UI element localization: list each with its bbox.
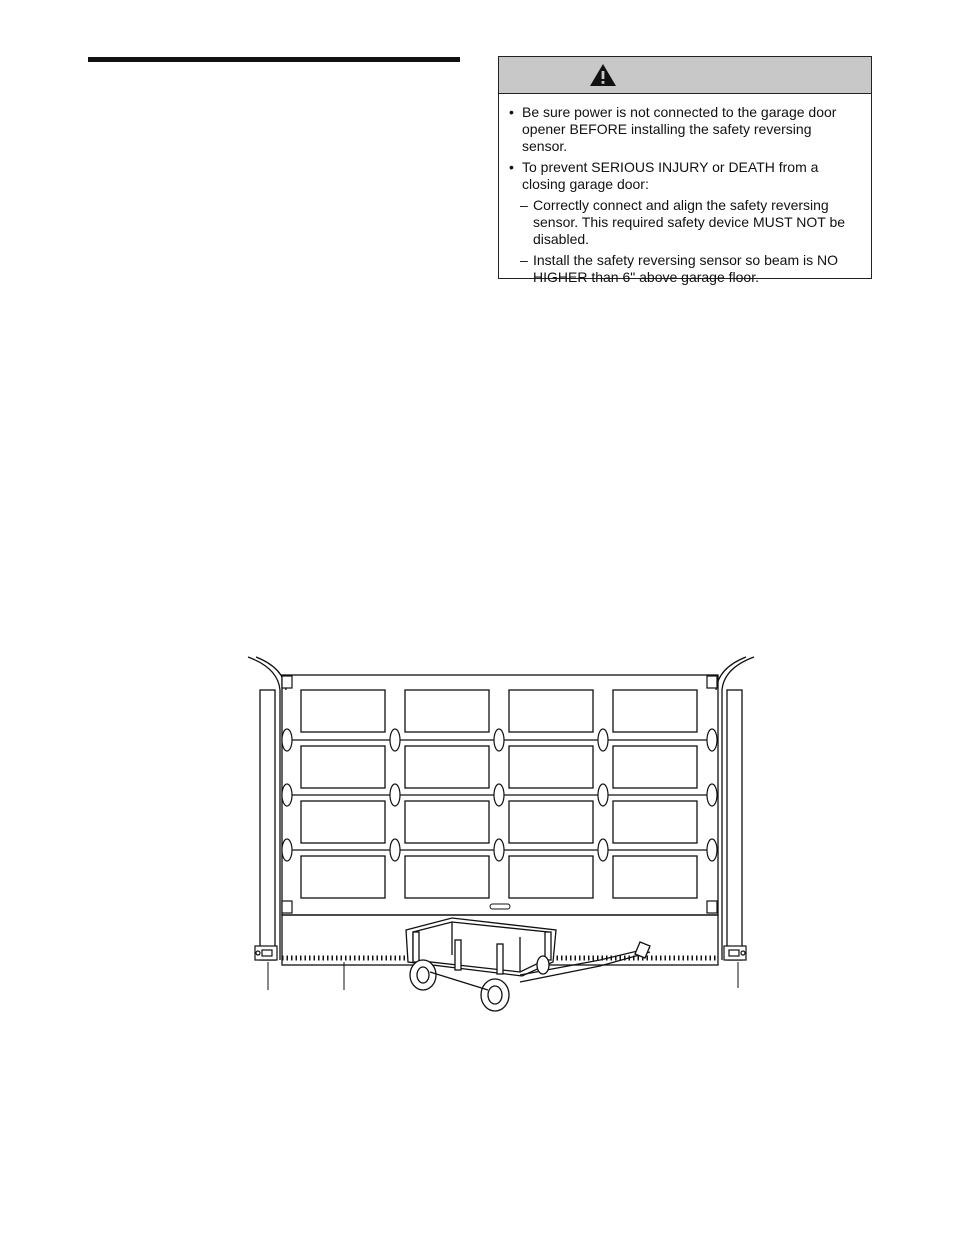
warning-body: [499, 94, 871, 286]
left-sensor: [255, 946, 277, 960]
door-hinge: [494, 729, 504, 751]
dash-glyph: –: [520, 197, 528, 213]
door-hinge: [598, 729, 608, 751]
door-window: [613, 856, 697, 898]
warning-item: [509, 104, 859, 155]
left-jamb: [260, 690, 275, 960]
warning-item: [509, 159, 859, 193]
door-hinge: [390, 784, 400, 806]
door-hinge: [707, 729, 717, 751]
door-window: [613, 801, 697, 843]
door-handle: [490, 904, 510, 909]
door-bracket: [707, 676, 717, 688]
door-hinge: [390, 839, 400, 861]
dash-glyph: –: [520, 252, 528, 268]
warning-item-text: To prevent SERIOUS INJURY or DEATH from a closing garage door:: [522, 159, 819, 192]
door-hinge: [598, 839, 608, 861]
door-hinge: [707, 784, 717, 806]
door-hinge: [494, 839, 504, 861]
door-window: [613, 746, 697, 788]
door-hinge: [494, 784, 504, 806]
door-hinge: [598, 784, 608, 806]
bullet-glyph: •: [509, 159, 514, 175]
door-hinge: [282, 729, 292, 751]
door-window: [405, 746, 489, 788]
warning-header: [499, 57, 871, 94]
door-hinge: [282, 839, 292, 861]
door-bracket: [282, 676, 292, 688]
warning-subitem-text: Install the safety reversing sensor so beam is NO HIGHER than 6" above garage floor.: [533, 252, 839, 285]
warning-subitem: [520, 197, 859, 248]
door-window: [301, 690, 385, 732]
warning-triangle-icon: [589, 63, 617, 87]
door-window: [509, 690, 593, 732]
door-bracket: [707, 901, 717, 913]
door-window: [301, 856, 385, 898]
right-sensor: [724, 946, 746, 960]
door-window: [301, 746, 385, 788]
door-window: [405, 856, 489, 898]
bullet-glyph: •: [509, 104, 514, 120]
warning-item-text: Be sure power is not connected to the garage door opener BEFORE installing the safety reversing sensor.: [522, 104, 837, 154]
door-window: [405, 690, 489, 732]
door-hinge: [390, 729, 400, 751]
warning-subitem-text: Correctly connect and align the safety reversing sensor. This required safety device MUST NOT be disabled.: [533, 197, 846, 247]
warning-box: [498, 56, 872, 285]
door-hinge: [282, 784, 292, 806]
door-window: [509, 856, 593, 898]
door-window: [509, 746, 593, 788]
door-window: [613, 690, 697, 732]
section-title-rule: [88, 57, 460, 62]
door-window: [301, 801, 385, 843]
right-jamb: [727, 690, 742, 960]
door-window: [509, 801, 593, 843]
door-window: [405, 801, 489, 843]
door-bracket: [282, 901, 292, 913]
warning-subitem: [520, 252, 859, 286]
door-hinge: [707, 839, 717, 861]
garage-door-illustration: [240, 650, 770, 1030]
